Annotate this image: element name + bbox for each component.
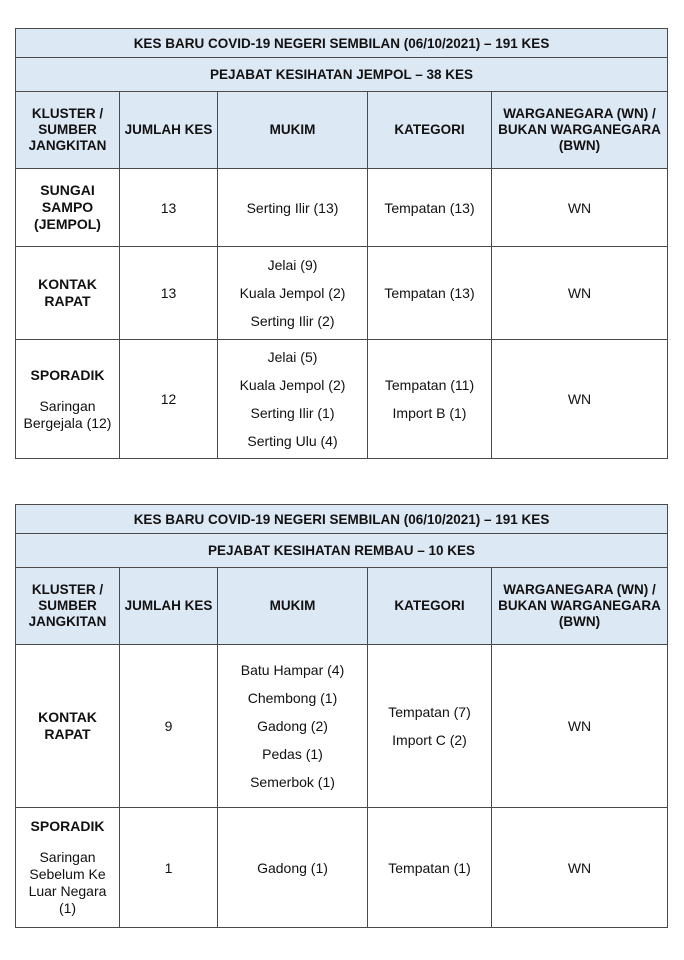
kluster-cell [16,169,120,247]
header-warganegara: WARGANEGARA (WN) / BUKAN WARGANEGARA (BWN) [492,568,668,645]
mukim-item: Jelai (5) [267,349,318,365]
kluster-name: KONTAK RAPAT [38,276,97,309]
mukim-item: Serting Ilir (2) [250,313,335,329]
mukim-item: Semerbok (1) [250,774,335,790]
kluster-name: SPORADIK [30,818,105,834]
kluster-name: KONTAK RAPAT [38,709,97,742]
jumlah-cell: 12 [120,340,218,459]
header-jumlah: JUMLAH KES [120,568,218,645]
jumlah-cell: 9 [120,645,218,808]
mukim-item: Serting Ilir (13) [246,199,339,216]
header-kategori: KATEGORI [368,568,492,645]
header-kluster: KLUSTER / SUMBER JANGKITAN [16,92,120,169]
mukim-cell [218,340,368,459]
kluster-name: SPORADIK [30,366,105,383]
kategori-cell [368,645,492,808]
kategori-item: Tempatan (13) [384,285,475,301]
mukim-item: Gadong (2) [257,718,328,734]
kategori-item: Tempatan (11) [384,377,475,393]
mukim-item: Kuala Jempol (2) [239,377,346,393]
wn-cell: WN [492,340,668,459]
mukim-item: Serting Ilir (1) [250,405,335,421]
table-title: KES BARU COVID-19 NEGERI SEMBILAN (06/10/2021) – 191 KES [16,29,668,58]
header-kategori: KATEGORI [368,92,492,169]
kluster-cell [16,645,120,808]
table-row [16,645,668,808]
kategori-item: Tempatan (13) [384,199,475,216]
kategori-cell [368,340,492,459]
kategori-item: Tempatan (1) [388,859,471,876]
table-title: KES BARU COVID-19 NEGERI SEMBILAN (06/10/2021) – 191 KES [16,505,668,534]
kategori-item: Tempatan (7) [388,704,471,720]
header-mukim: MUKIM [218,92,368,169]
kategori-cell [368,808,492,928]
kategori-item: Import B (1) [392,405,467,421]
table-row [16,808,668,928]
kategori-item: Import C (2) [392,732,467,748]
mukim-item: Pedas (1) [262,746,323,762]
mukim-cell [218,808,368,928]
jempol-table [15,28,668,459]
mukim-cell [218,169,368,247]
mukim-item: Serting Ulu (4) [247,433,338,449]
kluster-cell [16,247,120,340]
header-warganegara: WARGANEGARA (WN) / BUKAN WARGANEGARA (BWN) [492,92,668,169]
mukim-cell [218,645,368,808]
mukim-item: Kuala Jempol (2) [239,285,346,301]
table-subtitle: PEJABAT KESIHATAN REMBAU – 10 KES [16,534,668,568]
header-mukim: MUKIM [218,568,368,645]
wn-cell: WN [492,247,668,340]
wn-cell: WN [492,169,668,247]
table-row [16,340,668,459]
kluster-name: SUNGAI SAMPO (JEMPOL) [34,182,101,232]
table-row [16,169,668,247]
wn-cell: WN [492,645,668,808]
mukim-item: Jelai (9) [267,257,318,273]
header-jumlah: JUMLAH KES [120,92,218,169]
kluster-cell [16,808,120,928]
kategori-cell [368,247,492,340]
rembau-table [15,504,668,928]
table-row [16,247,668,340]
kluster-note: Saringan Sebelum Ke Luar Negara (1) [28,849,107,916]
kluster-note: Saringan Bergejala (12) [23,397,112,431]
table-subtitle: PEJABAT KESIHATAN JEMPOL – 38 KES [16,58,668,92]
header-kluster: KLUSTER / SUMBER JANGKITAN [16,568,120,645]
mukim-item: Batu Hampar (4) [240,662,345,678]
jumlah-cell: 1 [120,808,218,928]
mukim-item: Chembong (1) [247,690,338,706]
jumlah-cell: 13 [120,247,218,340]
mukim-item: Gadong (1) [257,859,328,876]
jumlah-cell: 13 [120,169,218,247]
wn-cell: WN [492,808,668,928]
kluster-cell [16,340,120,459]
kategori-cell [368,169,492,247]
mukim-cell [218,247,368,340]
